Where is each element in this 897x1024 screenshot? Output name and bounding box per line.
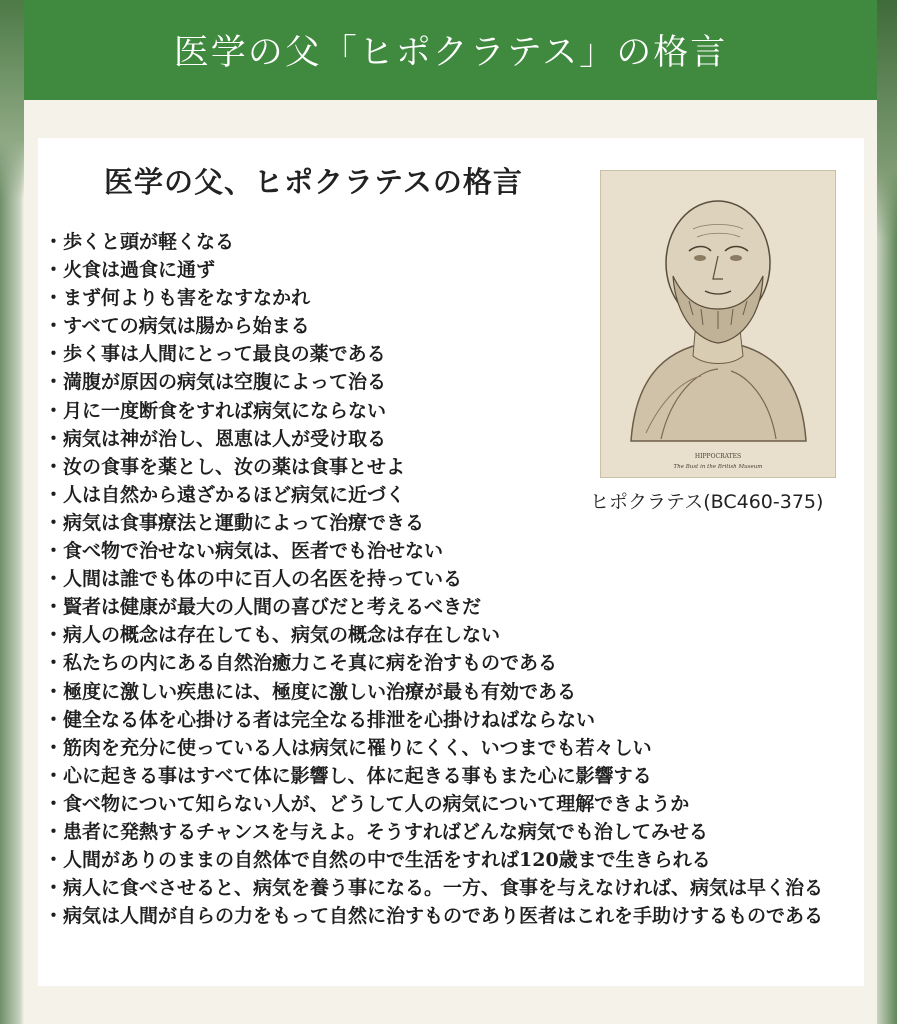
background-foliage-left	[0, 0, 24, 200]
list-item: ・賢者は健康が最大の人間の喜びだと考えるべきだ	[44, 596, 482, 619]
list-item: ・食べ物で治せない病気は、医者でも治せない	[44, 540, 444, 563]
list-item: ・食べ物について知らない人が、どうして人の病気について理解できようか	[44, 792, 690, 815]
list-item: ・筋肉を充分に使っている人は病気に罹りにくく、いつまでも若々しい	[44, 736, 652, 759]
list-item: ・病気は神が治し、恩恵は人が受け取る	[44, 427, 387, 450]
list-item: ・歩くと頭が軽くなる	[44, 231, 235, 253]
hippocrates-portrait	[600, 170, 836, 478]
list-item: ・人は自然から遠ざかるほど病気に近づく	[44, 483, 406, 506]
list-item: ・心に起きる事はすべて体に影響し、体に起きる事もまた心に影響する	[44, 764, 652, 787]
list-item: ・すべての病気は腸から始まる	[44, 315, 310, 338]
list-item: ・病人の概念は存在しても、病気の概念は存在しない	[44, 624, 501, 647]
background-foliage-right	[877, 0, 897, 240]
list-item: ・健全なる体を心掛ける者は完全なる排泄を心掛けねばならない	[44, 708, 596, 731]
list-item: ・患者に発熱するチャンスを与えよ。そうすればどんな病気でも治してみせる	[44, 820, 708, 843]
banner-title: 医学の父「ヒポクラテス」の格言	[173, 33, 728, 73]
portrait-caption: ヒポクラテス(BC460-375)	[590, 491, 824, 513]
plate-subtitle: The Bust in the British Museum	[673, 464, 763, 470]
list-item: ・汝の食事を薬とし、汝の薬は食事とせよ	[44, 455, 406, 478]
list-item: ・まず何よりも害をなすなかれ	[44, 287, 311, 310]
list-item: ・人間は誰でも体の中に百人の名医を持っている	[44, 568, 463, 591]
list-item: ・満腹が原因の病気は空腹によって治る	[44, 371, 387, 394]
plate-title: HIPPOCRATES	[694, 453, 742, 460]
list-item: ・病気は食事療法と運動によって治療できる	[44, 511, 425, 534]
list-item: ・極度に激しい疾患には、極度に激しい治療が最も有効である	[44, 680, 577, 703]
list-item: ・私たちの内にある自然治癒力こそ真に病を治すものである	[44, 652, 558, 675]
list-item: ・火食は過食に通ず	[44, 259, 216, 282]
list-item: ・病気は人間が自らの力をもって自然に治すものであり医者はこれを手助けするものである	[44, 905, 824, 928]
header-banner	[24, 0, 877, 100]
bust-engraving-icon	[601, 171, 835, 477]
list-item: ・歩く事は人間にとって最良の薬である	[44, 343, 386, 366]
list-item: ・人間がありのままの自然体で自然の中で生活をすれば120歳まで生きられる	[44, 849, 711, 872]
list-item: ・病人に食べさせると、病気を養う事になる。一方、食事を与えなければ、病気は早く治る	[44, 877, 824, 900]
list-item: ・月に一度断食をすれば病気にならない	[44, 399, 387, 422]
document-title: 医学の父、ヒポクラテスの格言	[104, 165, 523, 199]
